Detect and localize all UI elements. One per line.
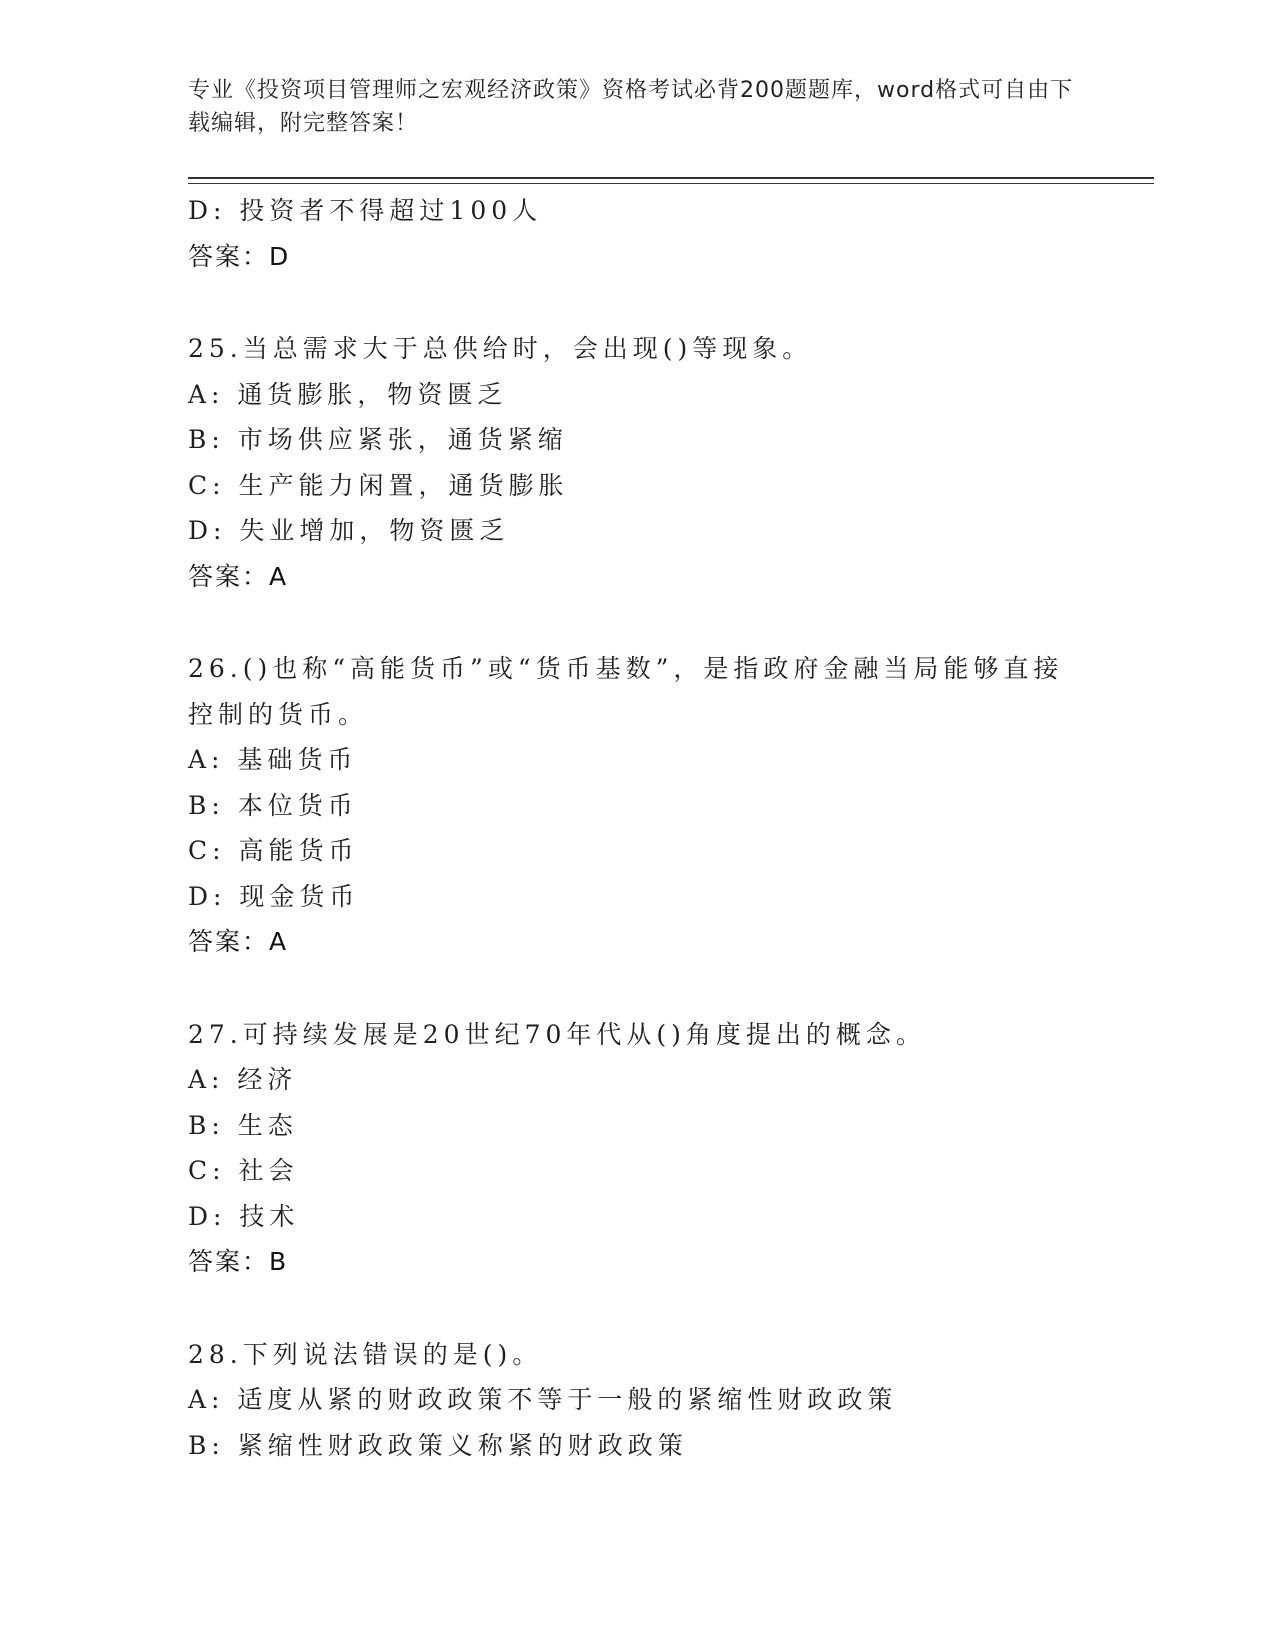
option-b: B: 生态 [188,1110,298,1140]
header-divider-thin [188,183,1154,184]
question-stem: 25.当总需求大于总供给时，会出现()等现象。 [188,334,813,363]
option-a: A: 经济 [188,1065,298,1094]
option-d: D: 现金货币 [188,881,360,911]
answer-line: 答案：A [188,927,289,956]
option-a: A: 通货膨胀，物资匮乏 [188,379,508,409]
option-c: C: 社会 [188,1156,299,1185]
option-d: D: 技术 [188,1201,300,1231]
question-list [188,188,1088,1468]
option-d: D: 失业增加，物资匮乏 [188,516,510,545]
question-28 [188,1332,1088,1469]
answer-line: 答案：D [188,241,291,271]
option-a: A: 基础货币 [188,745,358,774]
answer-line: 答案：A [188,561,289,591]
question-24-tail [188,188,1088,279]
question-stem: 27.可持续发展是20世纪70年代从()角度提出的概念。 [188,1019,926,1049]
document-header [188,74,1088,140]
option-b: B: 本位货币 [188,790,358,820]
answer-line: 答案：B [188,1247,289,1276]
header-title: 专业《投资项目管理师之宏观经济政策》资格考试必背200题题库，word格式可自由下载编辑，附完整答案！ [188,78,1074,136]
question-27 [188,1012,1088,1285]
option-b: B: 市场供应紧张，通货紧缩 [188,425,568,454]
question-stem-line-2: 控制的货币。 [188,699,369,729]
question-26 [188,646,1088,965]
option-c: C: 高能货币 [188,836,359,865]
question-stem: 28.下列说法错误的是()。 [188,1339,543,1369]
question-stem-line-1: 26.()也称“高能货币”或“货币基数”，是指政府金融当局能够直接 [188,654,1064,683]
option-c: C: 生产能力闲置，通货膨胀 [188,470,569,500]
header-divider-thick [188,177,1154,179]
question-25 [188,326,1088,599]
option-a: A: 适度从紧的财政政策不等于一般的紧缩性财政政策 [188,1385,898,1414]
option-b: B: 紧缩性财政政策义称紧的财政政策 [188,1430,688,1460]
option-d: D: 投资者不得超过100人 [188,196,543,225]
